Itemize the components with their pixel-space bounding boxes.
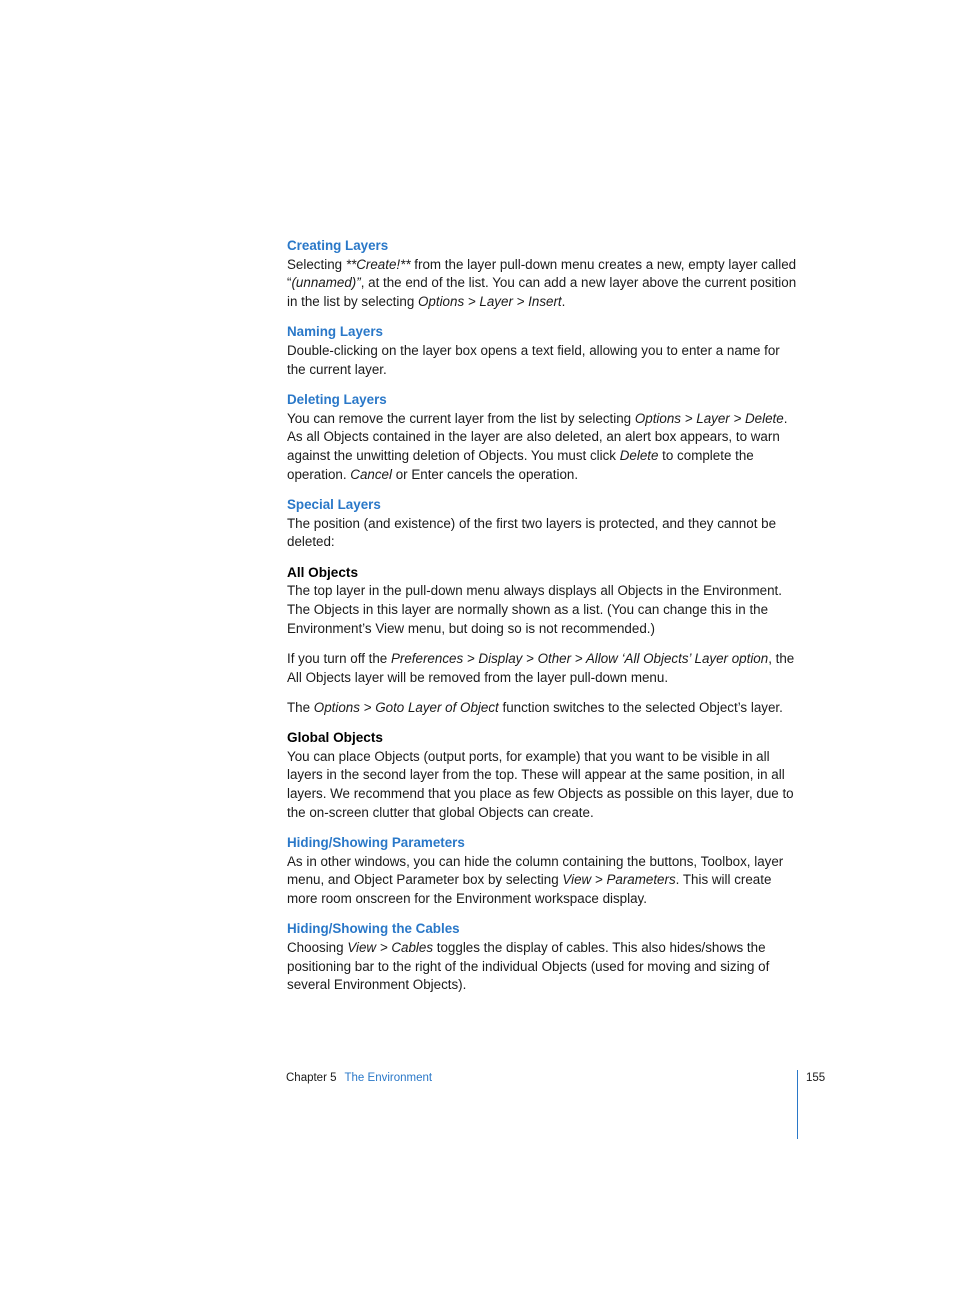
section (287, 650, 799, 687)
text-run: toggles the display of cables. This also hides/shows the positioning bar to the right of the individual Objects (used for moving and sizing of several Environment Objects). (287, 940, 770, 993)
footer (286, 1070, 432, 1086)
text-run: . (561, 294, 566, 310)
section-subheading: All Objects (287, 564, 359, 580)
text-run: Selecting (287, 256, 346, 272)
section-gap (287, 484, 799, 496)
section (287, 729, 799, 823)
section-gap (287, 312, 799, 324)
body-paragraph (287, 939, 799, 995)
italic-term: Preferences > Display > Other > Allow ‘All Objects’ Layer option (390, 650, 769, 666)
text-run: , the All Objects layer will be removed from the layer pull-down menu. (287, 650, 795, 685)
section (287, 323, 799, 379)
footer-chapter: Chapter 5 (286, 1072, 337, 1084)
text-run: As in other windows, you can hide the column containing the buttons, Toolbox, layer menu, and Object Parameter box by selecting (287, 853, 784, 888)
body-paragraph (287, 515, 799, 552)
section-gap (287, 822, 799, 834)
italic-term: View > Cables (347, 940, 434, 955)
section-gap (287, 638, 799, 650)
footer-chapter-title: The Environment (344, 1072, 433, 1084)
text-run: The top layer in the pull-down menu always displays all Objects in the Environment. The Objects in this layer are normally shown as a list. (You can change this in the Environment’s View menu, but doing so is not recommended.) (287, 583, 782, 636)
section-heading: Special Layers (287, 496, 381, 512)
text-run: If you turn off the (287, 650, 391, 666)
body-paragraph (287, 650, 799, 687)
text-run: Double-clicking on the layer box opens a text field, allowing you to enter a name for the current layer. (287, 343, 780, 377)
text-run: to complete the operation. (287, 448, 754, 482)
section-gap (287, 909, 799, 921)
italic-term: Options > Goto Layer of Object (313, 699, 499, 715)
text-run: The position (and existence) of the first two layers is protected, and they cannot be deleted: (287, 515, 777, 550)
italic-term: (unnamed)” (291, 275, 361, 291)
section-subheading: Global Objects (287, 729, 383, 745)
section-heading: Deleting Layers (287, 391, 387, 407)
text-run: function switches to the selected Object’s layer. (498, 699, 783, 715)
body-paragraph (287, 748, 799, 823)
body-paragraph (287, 853, 799, 909)
text-run: You can place Objects (output ports, for example) that you want to be visible in all layers in the second layer from the top. These will appear at the same position, in all layers. We recommend that you place as few Objects as possible on this layer, due to the on-screen clutter that global Objects can create. (287, 748, 794, 820)
text-run: from the layer pull-down menu creates a new, empty layer called “ (287, 256, 797, 291)
body-paragraph (287, 342, 799, 379)
body-paragraph (287, 582, 799, 638)
section (287, 496, 799, 552)
body-paragraph (287, 256, 799, 312)
text-run: or Enter cancels the operation. (391, 466, 579, 482)
section-gap (287, 379, 799, 391)
text-run: , at the end of the list. You can add a new layer above the current position in the list by selecting (287, 275, 797, 310)
italic-term: Cancel (350, 466, 392, 482)
text-run: Choosing (287, 940, 348, 955)
text-run: . This will create more room onscreen for the Environment workspace display. (287, 872, 772, 907)
footer-divider (797, 1070, 798, 1139)
body-paragraph (287, 699, 799, 718)
section (287, 237, 799, 312)
page-content (287, 237, 799, 995)
italic-term: View > Parameters (562, 872, 676, 888)
italic-term: Delete (619, 448, 659, 464)
body-paragraph (287, 410, 799, 485)
section (287, 834, 799, 909)
text-run: The (287, 699, 314, 715)
section-heading: Creating Layers (287, 238, 389, 253)
section-heading: Hiding/Showing Parameters (287, 834, 465, 850)
page-number: 155 (806, 1072, 826, 1084)
italic-term: **Create!** (345, 256, 411, 272)
section-gap (287, 717, 799, 729)
text-run: You can remove the current layer from the list by selecting (287, 410, 635, 426)
section (287, 391, 799, 485)
section-heading: Hiding/Showing the Cables (287, 921, 460, 937)
section-heading: Naming Layers (287, 324, 384, 340)
italic-term: Options > Layer > Delete (634, 410, 784, 426)
text-run: . As all Objects contained in the layer are also deleted, an alert box appears, to warn against the unwitting deletion of Objects. You must click (287, 410, 788, 464)
section-gap (287, 552, 799, 564)
section (287, 564, 799, 639)
section (287, 920, 799, 995)
section (287, 699, 799, 718)
section-gap (287, 687, 799, 699)
italic-term: Options > Layer > Insert (418, 294, 562, 310)
